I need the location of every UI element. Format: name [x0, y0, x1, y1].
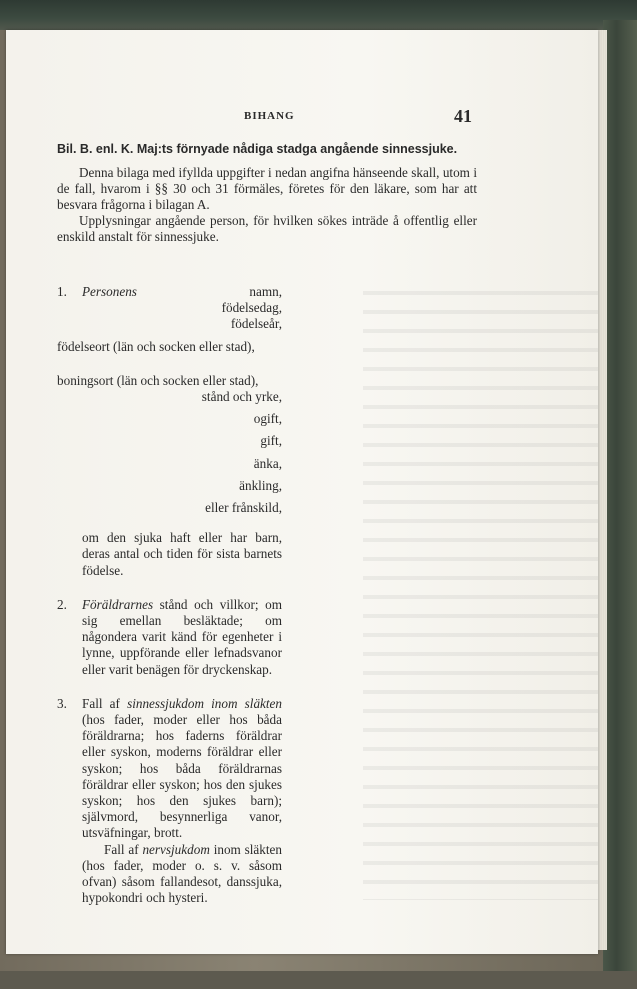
item-body: stånd och villkor; om sig emellan besläktade; om någondera varit känd för egenheter i lynne, uppförande eller lefnadsvanor eller varit benägen för dryckenskap. — [82, 596, 282, 677]
field-anka: änka, — [253, 455, 282, 471]
field-namn: namn, — [249, 284, 282, 299]
field-boningsort: boningsort (län och socken eller stad), — [57, 372, 259, 388]
running-title: BIHANG — [244, 110, 295, 122]
field-ankling: änkling, — [239, 477, 282, 493]
book-cover-top — [0, 0, 637, 30]
item-lead: Fall af — [104, 841, 143, 857]
item-title: Föräldrarnes — [82, 596, 154, 612]
item-body: inom släkten (hos fader, moder o. s. v. såsom ofvan) såsom fallandesot, danssjuka, hypokondri och hysteri. — [82, 841, 282, 906]
item-lead: Fall af — [82, 695, 128, 711]
item-number: 3. — [57, 695, 67, 711]
field-gift: gift, — [260, 433, 282, 449]
item-title: nervsjukdom — [142, 841, 210, 857]
item-3-paragraph-2 — [57, 842, 282, 907]
page-number: 41 — [454, 106, 472, 126]
form-column — [57, 284, 282, 907]
item-number: 2. — [57, 596, 67, 612]
intro-paragraph: Denna bilaga med ifyllda uppgifter i nedan angifna hänseende skall, utom i de fall, hvarom i §§ 30 och 31 förmäles, företes för den läkare, som har att besvara frågorna i bilagan A. — [57, 165, 477, 212]
field-fodelsedag: födelsedag, — [221, 300, 282, 316]
book-cover-bottom — [0, 971, 637, 989]
item-3-text — [57, 696, 282, 842]
item-2-foraldrarnes — [57, 597, 282, 678]
page-sheet — [6, 30, 598, 954]
section-heading: Bil. B. enl. K. Maj:ts förnyade nådiga stadga angående sinnessjuke. — [57, 142, 458, 156]
field-fodelsear: födelseår, — [230, 316, 282, 332]
intro-text — [57, 165, 477, 245]
item-3-sinnessjukdom — [57, 696, 282, 907]
item-body: (hos fader, moder eller hos båda föräldrarna; hos faderns föräldrar eller syskon, moderns föräldrar eller syskon; hos båda föräldrarnas föräldrar eller syskon; hos den sjukes syskon; hos den sjukes barn); självmord, besynnerliga vanor, utsväfningar, brott. — [82, 712, 282, 841]
field-fodelseort: födelseort (län och socken eller stad), — [57, 338, 255, 354]
running-header — [6, 106, 598, 128]
field-stand-yrke: stånd och yrke, — [201, 389, 282, 405]
item-number: 1. — [57, 284, 67, 299]
field-children: om den sjuka haft eller har barn, deras antal och tiden för sista barnets födelse. — [82, 530, 282, 578]
show-through-text — [363, 280, 598, 900]
field-franskild: eller frånskild, — [205, 500, 282, 516]
book-cover-spine — [603, 20, 637, 989]
item-title: sinnessjukdom inom släkten — [127, 695, 283, 711]
item-title: Personens — [82, 284, 137, 299]
intro-paragraph: Upplysningar angående person, för hvilken sökes inträde å offentlig eller enskild anstalt för sinnessjuke. — [57, 213, 477, 244]
item-2-text — [57, 597, 282, 678]
item-1-personens — [57, 284, 282, 579]
field-ogift: ogift, — [253, 411, 282, 427]
